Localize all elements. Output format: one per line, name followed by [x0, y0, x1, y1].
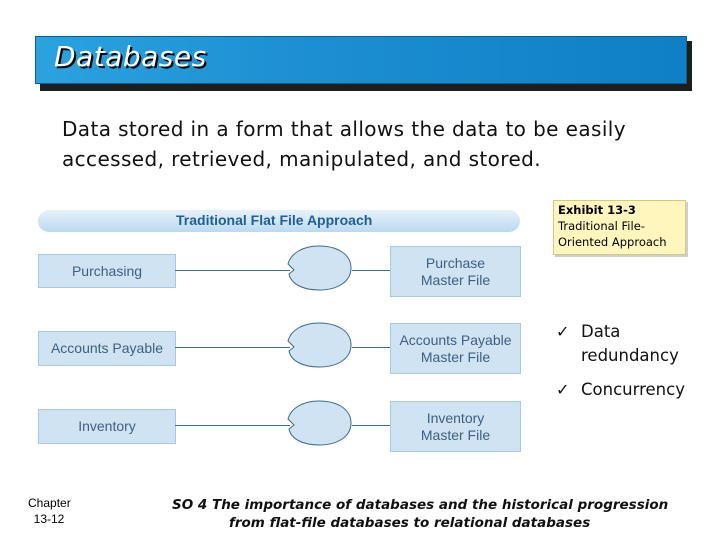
master-file-box-inventory: Inventory Master File [390, 401, 521, 452]
connector-line [175, 347, 290, 348]
connector-line [175, 270, 290, 271]
exhibit-caption-line-2: Oriented Approach [558, 235, 667, 249]
chapter-label [28, 495, 70, 527]
program-shape [285, 244, 355, 294]
check-icon: ✓ [556, 322, 570, 341]
program-shape [285, 399, 355, 449]
connector-line [352, 347, 390, 348]
program-shape [285, 321, 355, 371]
exhibit-caption-line-1: Traditional File- [558, 219, 645, 233]
bullet-line: redundancy [581, 346, 679, 365]
master-file-box-purchase: Purchase Master File [390, 246, 521, 297]
connector-line [175, 425, 290, 426]
chapter-label-line-2: 13-12 [33, 512, 65, 526]
exhibit-note [553, 200, 686, 255]
bullet-text [581, 320, 679, 368]
study-objective-caption [172, 496, 712, 532]
exhibit-title: Exhibit 13-3 [558, 203, 636, 217]
bullet-line: Data [581, 322, 621, 341]
chapter-label-line-1: Chapter [28, 496, 71, 510]
diagram-header: Traditional Flat File Approach [176, 212, 373, 228]
study-objective-line-1: SO 4 The importance of databases and the historical progression [172, 497, 669, 513]
master-file-box-accounts-payable: Accounts Payable Master File [390, 323, 521, 374]
connector-line [352, 270, 390, 271]
study-objective-line-2: from flat-file databases to relational databases [229, 515, 591, 531]
definition-line-1: Data stored in a form that allows the data to be easily [62, 117, 626, 141]
bullet-text: Concurrency [581, 380, 685, 399]
slide-title: Databases [54, 40, 207, 73]
definition-line-2: accessed, retrieved, manipulated, and stored. [62, 147, 542, 171]
check-icon: ✓ [556, 380, 570, 399]
department-box-purchasing: Purchasing [38, 254, 176, 288]
definition-text [62, 114, 702, 174]
department-box-inventory: Inventory [38, 409, 176, 444]
bullet-item [556, 320, 696, 370]
department-box-accounts-payable: Accounts Payable [38, 331, 176, 366]
connector-line [352, 425, 390, 426]
bullet-item [556, 378, 696, 404]
